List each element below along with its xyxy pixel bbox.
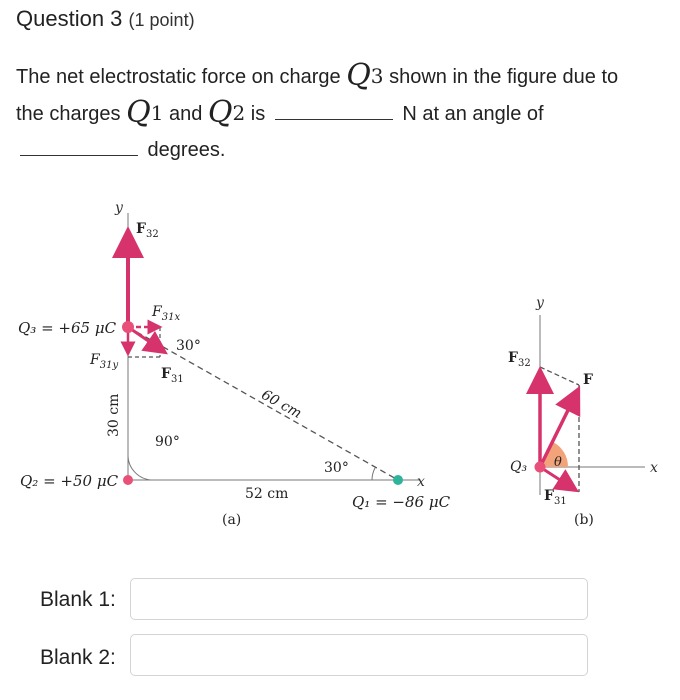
question-text-part: N at an angle of — [396, 103, 544, 125]
question-text-part: The net electrostatic force on charge — [16, 66, 347, 88]
figure-b-f31-label: $F_{31}$ — [544, 488, 567, 507]
theta-label: θ — [554, 455, 562, 470]
q2-charge-label: Q₂ = +50 μC — [20, 472, 119, 490]
dist-30-label: 30 cm — [106, 393, 122, 437]
figure-a-x-label: x — [417, 474, 425, 490]
figure-b-q3-label: Q₃ — [510, 459, 528, 475]
question-points: (1 point) — [128, 10, 195, 30]
figure-b-f31-arrow — [540, 467, 574, 489]
blank-line-1 — [275, 101, 393, 120]
figure-b-f32-label: $F_{32}$ — [508, 350, 531, 369]
f31-label: $F_{31}$ — [161, 366, 184, 385]
f31x-label: $F_{31x}$ — [152, 304, 181, 323]
dist-60-label: 60 cm — [258, 386, 305, 422]
blank-1-label: Blank 1: — [40, 588, 116, 611]
angle-30-right-label: 30° — [324, 460, 349, 476]
question-text-part: and — [163, 103, 208, 125]
q3-charge-label: Q₃ = +65 μC — [18, 319, 117, 337]
angle-arc-q1 — [372, 468, 375, 480]
q1-charge-dot — [393, 475, 403, 485]
q3-charge-dot — [122, 321, 134, 333]
blank-line-2 — [20, 137, 138, 156]
figure-b-x-label: x — [650, 460, 658, 476]
resultant-label: F — [583, 372, 593, 388]
figure-b-y-label: y — [536, 295, 544, 311]
q1-symbol: Q — [126, 95, 151, 130]
right-angle-arc — [128, 455, 153, 480]
question-text-part: the charges — [16, 103, 127, 125]
figure-b — [508, 295, 658, 528]
figure-a — [18, 200, 451, 528]
q2-symbol: Q — [207, 95, 233, 130]
blank-2-input[interactable] — [130, 634, 588, 676]
figure-b-dash-top — [540, 367, 579, 385]
blank-1-input[interactable] — [130, 578, 588, 620]
f31y-label: $F_{31y}$ — [90, 352, 119, 371]
q1-charge-label: Q₁ = −86 μC — [352, 493, 451, 511]
figure-b-q3-dot — [535, 462, 546, 473]
blank-2-label: Blank 2: — [40, 646, 116, 669]
q2-subscript: 2 — [232, 101, 246, 125]
question-text — [16, 58, 666, 168]
question-text-part: degrees. — [142, 139, 226, 161]
hypotenuse-line — [128, 327, 398, 480]
question-text-part: is — [245, 103, 271, 125]
angle-90-label: 90° — [155, 434, 180, 450]
question-header — [16, 6, 195, 32]
physics-figure — [0, 190, 680, 535]
angle-30-top-label: 30° — [176, 338, 201, 354]
f31-arrow — [128, 327, 163, 351]
q3-subscript: 3 — [370, 64, 384, 88]
question-title: Question 3 — [16, 6, 123, 31]
figure-a-y-label: y — [115, 200, 123, 216]
figure-b-caption: (b) — [574, 512, 594, 528]
q2-charge-dot — [123, 475, 133, 485]
q1-subscript: 1 — [150, 101, 164, 125]
figure-a-caption: (a) — [222, 512, 242, 528]
dist-52-label: 52 cm — [245, 486, 289, 502]
question-text-part: shown in the figure due to — [383, 66, 619, 88]
f32-label: $F_{32}$ — [136, 221, 159, 240]
q3-symbol: Q — [346, 58, 371, 93]
